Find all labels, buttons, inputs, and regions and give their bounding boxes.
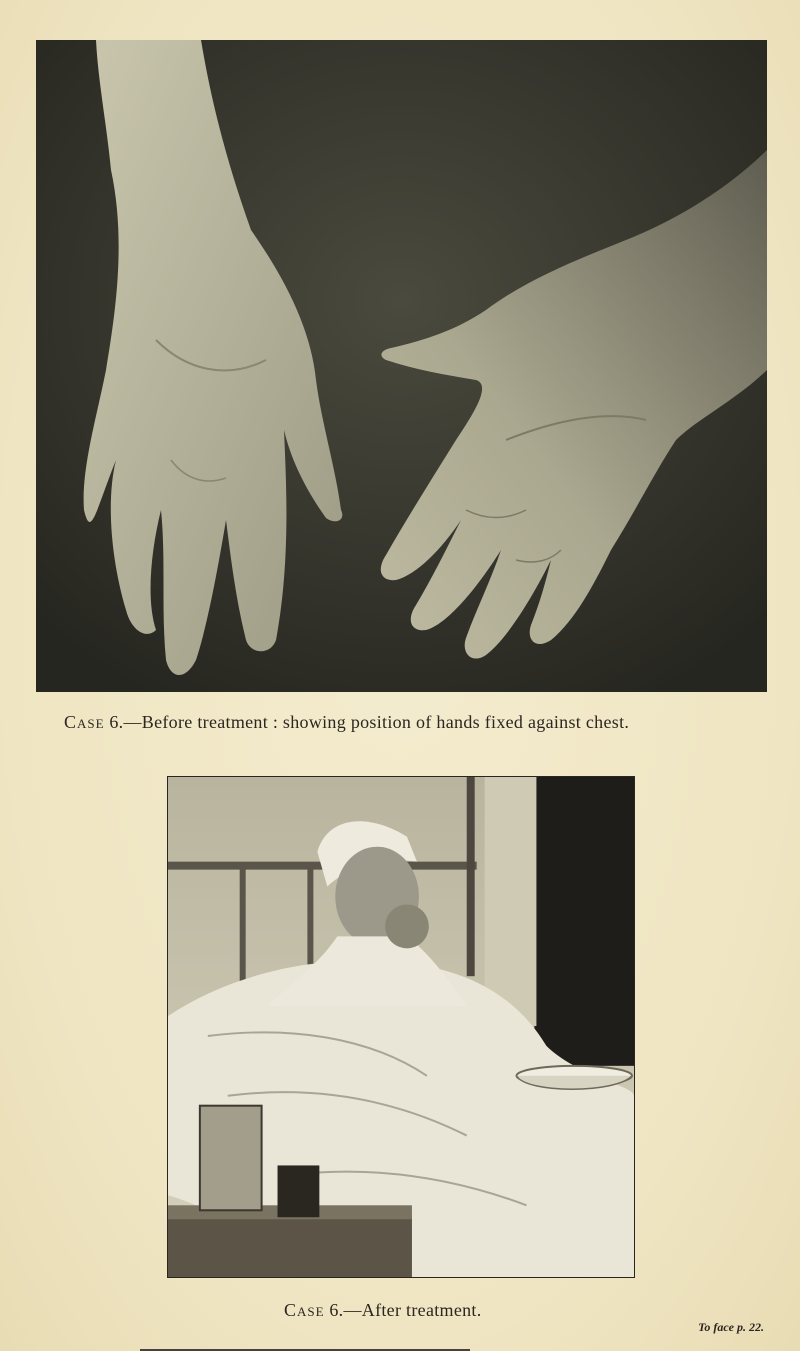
- caption-text: 6.—Before treatment : showing position of hands fixed against chest.: [104, 712, 630, 732]
- photo-hands-before-treatment: [36, 40, 767, 692]
- caption-case-label: Case: [284, 1300, 325, 1320]
- patient-in-bed-illustration: [168, 777, 634, 1277]
- dark-doorway: [534, 777, 634, 1066]
- medicine-jar: [200, 1106, 262, 1211]
- bedside-table: [168, 1215, 412, 1277]
- hands-illustration: [36, 40, 767, 692]
- caption-before-treatment: [64, 712, 629, 733]
- photo-patient-after-treatment: [167, 776, 635, 1278]
- patient-hands: [385, 904, 429, 948]
- caption-after-treatment: [284, 1300, 482, 1321]
- caption-text: 6.—After treatment.: [324, 1300, 482, 1320]
- facing-page-note: To face p. 22.: [698, 1320, 764, 1334]
- caption-case-label: Case: [64, 712, 105, 732]
